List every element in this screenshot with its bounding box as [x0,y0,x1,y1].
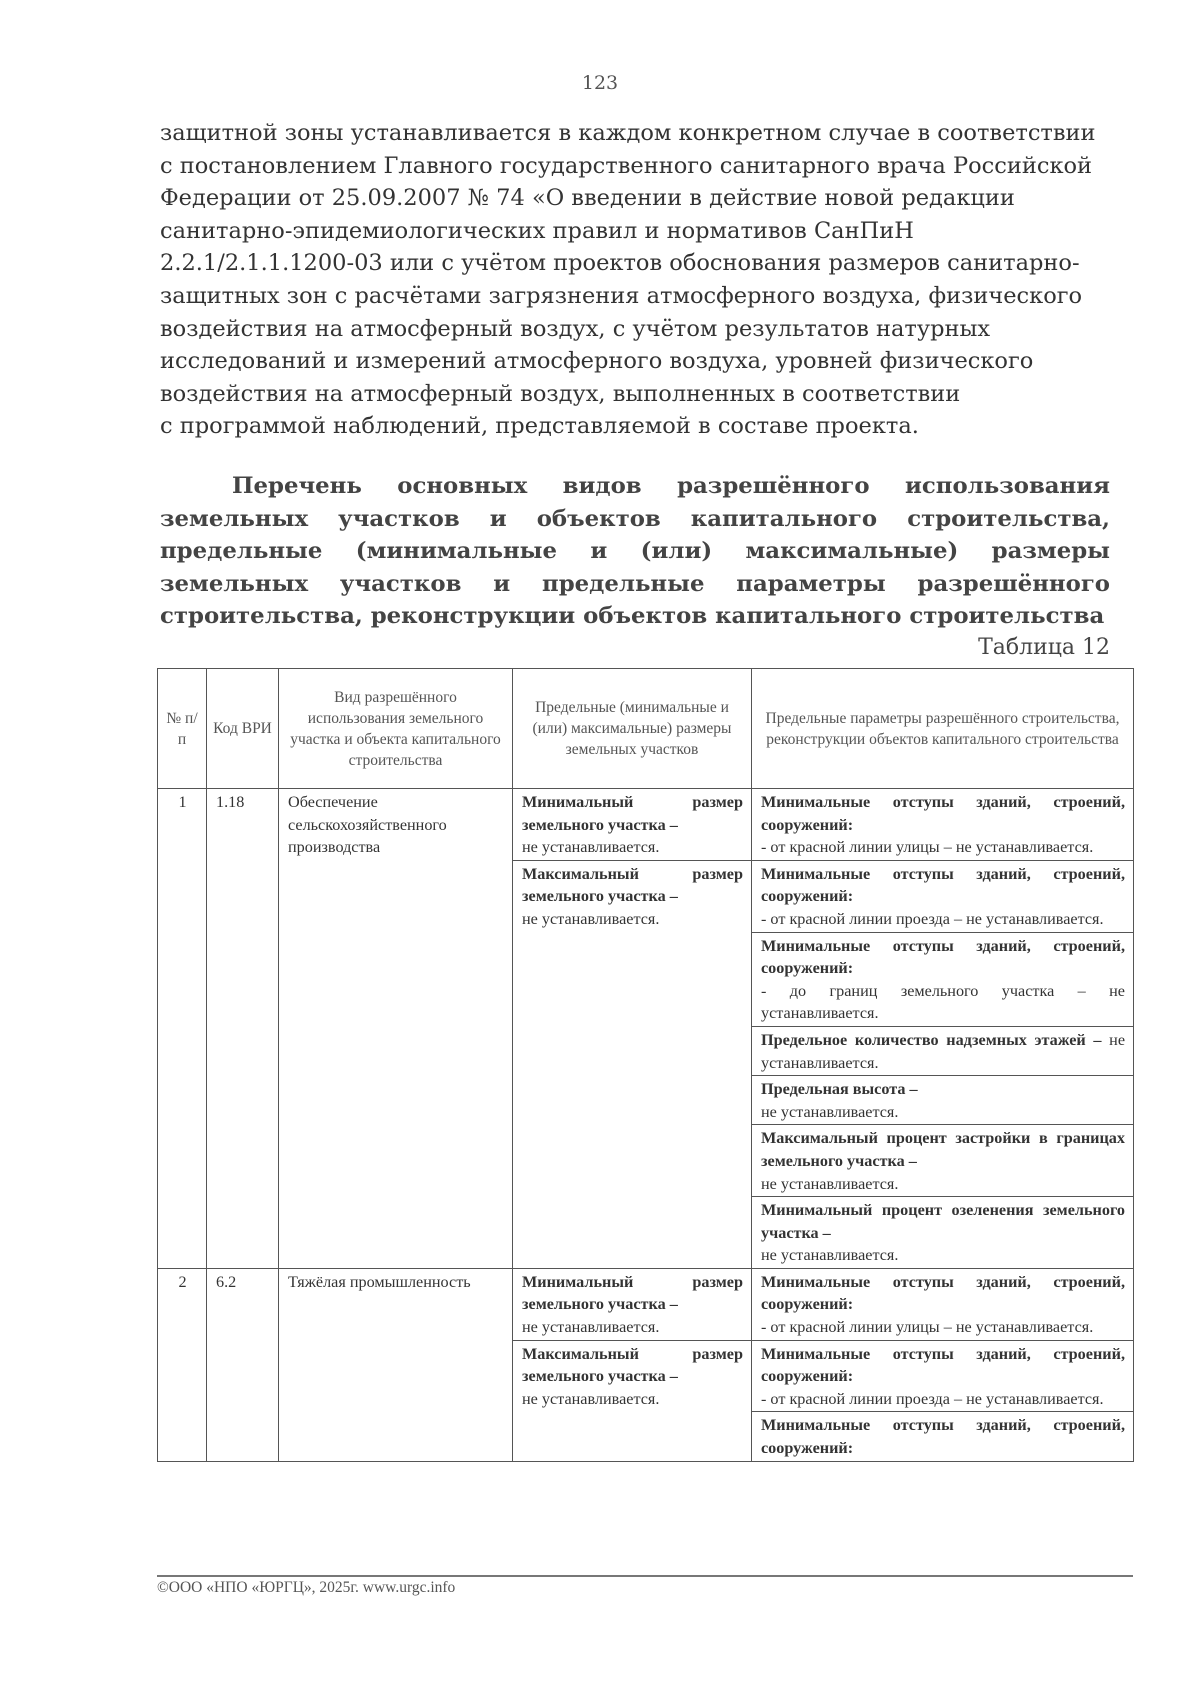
param-label: Минимальные отступы зданий, строений, сооружений: [761,1416,1125,1458]
param-label: Минимальные отступы зданий, строений, сооружений: [761,793,1125,834]
cell-param [752,1026,1134,1075]
cell-param [752,860,1134,932]
cell-code: 1.18 [207,789,279,1269]
cell-param [752,932,1134,1026]
header-num: № п/п [158,669,207,789]
body-text-line: с постановлением Главного государственного санитарного врача Российской [160,152,1093,179]
body-text-line: санитарно-эпидемиологических правил и нормативов СанПиН [160,217,914,244]
table-row [158,1268,1134,1340]
cell-param [752,1340,1134,1412]
param-value: - до границ земельного участка – не устанавливается. [761,981,1125,1023]
param-label: Минимальные отступы зданий, строений, сооружений: [761,864,1125,906]
param-label: Предельная высота – [761,1080,918,1099]
cell-param [752,1197,1134,1269]
param-value: не устанавливается. [761,1246,899,1265]
header-plot-size: Предельные (минимальные и (или) максимальные) размеры земельных участков [513,669,752,789]
body-text-line: 2.2.1/2.1.1.1200-03 или с учётом проектов обоснования размеров санитарно- [160,250,1080,277]
param-value: - от красной линии проезда – не устанавливается. [761,1389,1104,1408]
param-value: - от красной линии улицы – не устанавливается. [761,1318,1094,1337]
cell-param [752,789,1134,861]
cell-max-plot [513,1340,752,1461]
body-text-line: защитных зон с расчётами загрязнения атмосферного воздуха, физического [160,282,1083,309]
param-label: Минимальные отступы зданий, строений, сооружений: [761,1344,1125,1386]
param-label: Минимальные отступы зданий, строений, сооружений: [761,936,1125,978]
body-text-line: защитной зоны устанавливается в каждом конкретном случае в соответствии [160,120,1096,146]
body-text-line: воздействия на атмосферный воздух, с учётом результатов натурных [160,315,991,342]
param-label: Максимальный процент застройки в границах земельного участка – [761,1129,1125,1170]
footer-copyright: ©ООО «НПО «ЮРГЦ», 2025г. www.urgc.info [157,1579,456,1596]
max-plot-value: не устанавливается. [522,909,660,928]
cell-num: 1 [158,789,207,1269]
section-heading [160,470,1110,633]
cell-param [752,1076,1134,1125]
body-text-line: воздействия на атмосферный воздух, выполненных в соответствии [160,380,961,407]
table-row [158,789,1134,861]
cell-param [752,1125,1134,1197]
header-code: Код ВРИ [207,669,279,789]
page-number: 123 [581,72,619,94]
cell-kind: Тяжёлая промышленность [279,1268,513,1461]
body-text-line: исследований и измерений атмосферного воздуха, уровней физического [160,348,1034,375]
param-value: - от красной линии проезда – не устанавливается. [761,909,1104,928]
min-plot-value: не устанавливается. [522,1318,660,1337]
body-paragraph [160,117,1110,443]
header-kind: Вид разрешённого использования земельного участка и объекта капитального строительства [279,669,513,789]
cell-max-plot [513,860,752,1268]
param-value: не устанавливается. [761,1102,899,1121]
cell-min-plot [513,789,752,861]
cell-param [752,1412,1134,1461]
cell-num: 2 [158,1268,207,1461]
header-params: Предельные параметры разрешённого строительства, реконструкции объектов капитального строительства [752,669,1134,789]
param-value: не устанавливается. [761,1030,1126,1072]
param-value: - от красной линии улицы – не устанавливается. [761,838,1094,857]
min-plot-label: Минимальный размер земельного участка – [522,793,743,834]
min-plot-label: Минимальный размер земельного участка – [522,1272,743,1314]
max-plot-value: не устанавливается. [522,1389,660,1408]
param-label: Минимальный процент озеленения земельного участка – [761,1201,1125,1242]
min-plot-value: не устанавливается. [522,838,660,857]
param-label: Предельное количество надземных этажей – [761,1030,1102,1049]
param-value: не устанавливается. [761,1174,899,1193]
max-plot-label: Максимальный размер земельного участка – [522,1344,743,1386]
table-caption: Таблица 12 [978,635,1110,660]
cell-param [752,1268,1134,1340]
cell-min-plot [513,1268,752,1340]
footer-divider [157,1575,1133,1577]
param-label: Минимальные отступы зданий, строений, сооружений: [761,1272,1125,1314]
max-plot-label: Максимальный размер земельного участка – [522,864,743,906]
body-text-line: Федерации от 25.09.2007 № 74 «О введении в действие новой редакции [160,185,1015,212]
cell-code: 6.2 [207,1268,279,1461]
table-header-row [158,669,1134,789]
cell-kind: Обеспечение сельскохозяйственного производства [279,789,513,1269]
regulations-table [157,668,1134,1462]
section-heading-text: Перечень основных видов разрешённого использования земельных участков и объектов капитального строительства, предельные (минимальные и (или) максимальные) размеры земельных участков и предельные параметры разрешённого строительства, реконструкции объектов капитального строительства [160,473,1110,630]
body-text-line: с программой наблюдений, представляемой в составе проекта. [160,413,919,440]
